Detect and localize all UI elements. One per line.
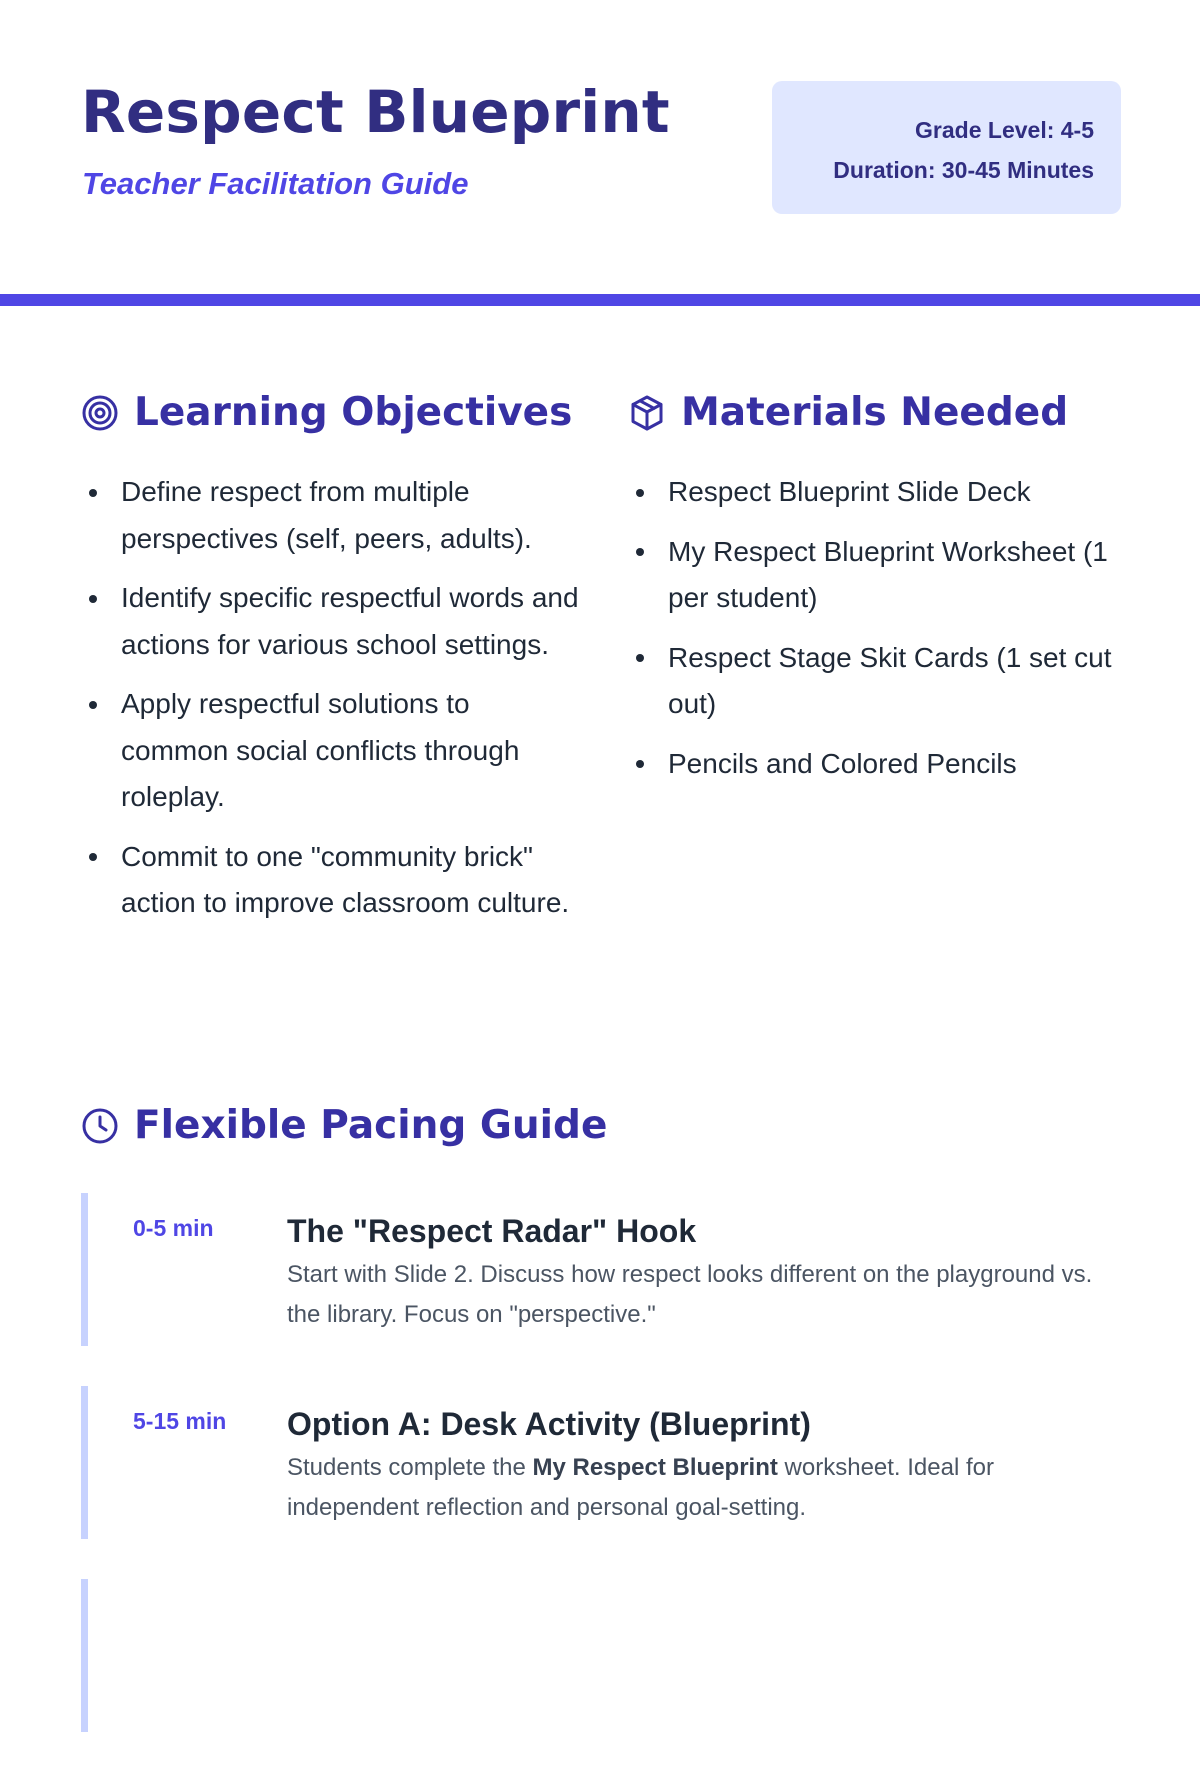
guide-header [0, 0, 1200, 294]
objectives-list [82, 469, 582, 940]
objective-item: Commit to one "community brick" action to improve classroom culture. [82, 834, 582, 927]
materials-list [629, 469, 1127, 800]
step-title: Option A: Desk Activity (Blueprint) [287, 1406, 811, 1442]
header-divider [0, 294, 1200, 306]
worksheet-name: My Respect Blueprint [532, 1454, 778, 1481]
pacing-timeline [81, 1193, 1141, 1772]
step-description: Start with Slide 2. Discuss how respect looks different on the playground vs. the library. Focus on "perspective." [287, 1261, 1093, 1328]
step-time: 5-15 min [133, 1408, 227, 1434]
objective-item: Identify specific respectful words and actions for various school settings. [82, 575, 582, 668]
pacing-title: Flexible Pacing Guide [134, 1103, 608, 1148]
objective-item: Apply respectful solutions to common social conflicts through roleplay. [82, 681, 582, 821]
objective-item: Define respect from multiple perspectives (self, peers, adults). [82, 469, 582, 562]
package-icon [628, 394, 666, 432]
target-icon [81, 394, 119, 432]
step-description [287, 1448, 1117, 1528]
material-item: My Respect Blueprint Worksheet (1 per student) [629, 529, 1127, 622]
materials-heading [628, 388, 1068, 438]
materials-title: Materials Needed [681, 390, 1069, 435]
material-item: Pencils and Colored Pencils [629, 741, 1127, 788]
pacing-step [81, 1579, 1141, 1732]
step-title: The "Respect Radar" Hook [287, 1213, 697, 1249]
step-time: 0-5 min [133, 1215, 214, 1241]
step-description-text: Students complete the [287, 1454, 533, 1481]
lesson-duration: Duration: 30-45 Minutes [833, 157, 1094, 183]
objectives-title: Learning Objectives [134, 390, 573, 435]
grade-level: Grade Level: 4-5 [915, 117, 1094, 143]
objectives-heading [81, 388, 572, 438]
step-description-text: worksheet. Ideal for independent reflection and personal goal-setting. [287, 1454, 994, 1521]
material-item: Respect Stage Skit Cards (1 set cut out) [629, 635, 1127, 728]
lesson-meta-box [772, 81, 1121, 214]
material-item: Respect Blueprint Slide Deck [629, 469, 1127, 516]
clock-icon [81, 1107, 119, 1145]
page-subtitle: Teacher Facilitation Guide [82, 166, 469, 201]
page-title: Respect Blueprint [81, 78, 670, 146]
pacing-step [81, 1193, 1141, 1346]
pacing-step [81, 1386, 1141, 1539]
pacing-heading [81, 1101, 607, 1151]
